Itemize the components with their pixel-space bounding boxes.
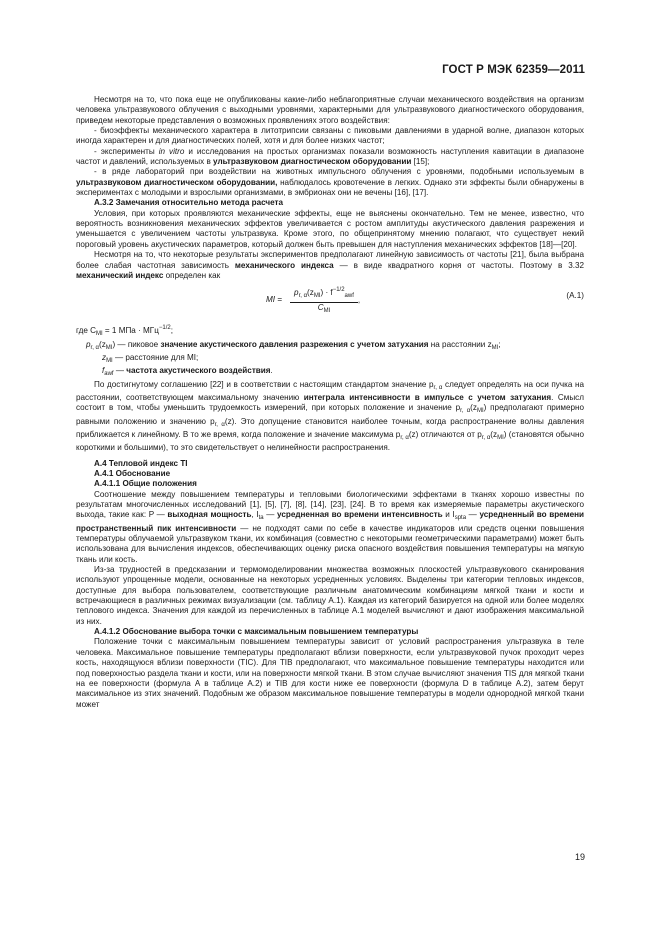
paragraph: Положение точки с максимальным повышением температуры зависит от условий распространения ультразвука в теле человека. Максимальное повышение температуры предполагают вблизи поверхности, если ультразвуковой пучок проходит через кость, находящуюся вблизи поверхности (TIC). Для TIB предполагают, что максимальное повышение температуры находится или под поверхностью раздела ткани и кости, или на поверхности мягкой ткани. В этом случае вычисляют значения TIS для мягкой ткани на ее поверхности (формула А в таблице А.2) и TIB для кости ниже ее поверхности (формула D в таблице А.2), затем берут максимальное из этих значений. Подобным же образом максимальное повышение температуры в модели однородной мягкой ткани может: [76, 637, 584, 709]
formula-number: (А.1): [566, 291, 584, 301]
paragraph: Из-за трудностей в предсказании и термомоделировании множества возможных плоскостей ультразвукового сканирования используют упрощенные модели, основанные на некоторых усредненных условиях. Выделены три категории тепловых индексов, доступные для выбора пользователем, соответствующие различным анатомическим комбинациям мягкой ткани и кости и встречающиеся в различных режимах визуализации (см. таблицу А.1). Каждая из категорий базируется на одной или более моделях теплового индекса. Значения для каждой из перечисленных в таблице А.1 моделей вычисляют и дают изображения максимальной из них.: [76, 565, 584, 626]
definition-line: $p_{r, \alpha}(z_{MI})$ — пиковое значение акустического давления разрежения с учетом затухания на расстоянии $z_{MI}$;: [86, 339, 501, 351]
section-heading: А.4.1 Обоснование: [94, 468, 171, 478]
paragraph: Условия, при которых проявляются механические эффекты, еще не выяснены окончательно. Тем не менее, известно, что вероятность возникновения механических эффектов увеличивается с ростом амплитуды акустического давления разрежения и уменьшается с увеличением частоты ультразвука. Кроме этого, по общепринятому мнению полагают, что существует некий пороговый уровень акустических параметров, который должен быть превышен для наступления механических эффектов [18]—[20].: [76, 208, 584, 249]
definition-line: где $C_{MI} = 1$ МПа · МГц$^{-1/2}$;: [76, 325, 173, 338]
paragraph: Несмотря на то, что пока еще не опубликованы какие-либо неблагоприятные случаи механического воздействия на организм человека ультразвукового облучения с выходными уровнями, характерными для ультразвукового диагностического оборудования, приведем некоторые представления о возможных проявлениях этого воздействия:: [76, 95, 584, 125]
page-number: 19: [574, 852, 585, 862]
paragraph: По достигнутому соглашению [22] и в соответствии с настоящим стандартом значение $p_{r, \alpha}$ следует определять на оси пучка на расстоянии, соответствующем максимальному значению интеграла интенсивности в импульсе с учетом затухания. Смысл состоит в том, чтобы уменьшить трудоемкость измерений, при которых положение и значение $p_{r, \alpha}(z_{MI})$ предполагают примерно равными положению и значению $p_{r, \alpha}(z)$. Это допущение становится наиболее точным, когда распространение волны давления приближается к линейному. В то же время, когда положение и значение максимума $p_{r, \alpha}(z)$ отличаются от $p_{r, \alpha}(z_{MI})$ (становятся обычно короткими и большими), то это свидетельствует о нелинейности распространения.: [76, 379, 584, 453]
paragraph: Соотношение между повышением температуры и тепловыми биологическими эффектами в тканях хорошо известны по результатам многочисленных исследований [1], [5], [7], [8], [14], [23], [24]. В то время как измеряемые параметры акустического выхода, такие как: P — выходная мощность, $I_{ta}$ — усредненная во времени интенсивность и $I_{spta}$ — усредненный во времени пространственный пик интенсивности — не подходят сами по себе в качестве индикаторов или средств оценки повышения температуры облучаемой ультразвуком ткани, их комбинация (совместно с некоторыми геометрическими параметрами) может быть использована для вычисления индексов, обеспечивающих оценку риска опасного воздействия повышения температуры на мягкую ткань или кость.: [76, 489, 585, 564]
list-item: - в ряде лабораторий при воздействии на животных импульсного облучения с уровнями, подобными используемым в ультразвуковом диагностическом оборудовании, наблюдалось кровотечение в легких. Однако эти эффекты были обнаружены в экспериментах с молодыми и взрослыми организмами, в эмбрионах они не вечены [16], [17].: [76, 167, 584, 198]
formula-a1: MI = $\frac{p_{r, \alpha}(z_{MI}) \cdot f^{-1/2}_{awf}}{C_{MI}}$ , (А.1): [76, 281, 584, 323]
paragraph: Несмотря на то, что некоторые результаты экспериментов предполагают линейную зависимость от частоты [21], была выбрана более слабая частотная зависимость механического индекса — в виде квадратного корня от частоты. Поэтому в 3.32 механический индекс определен как: [76, 250, 585, 280]
page-body: [76, 95, 584, 710]
section-heading: А.3.2 Замечания относительно метода расчета: [94, 198, 284, 208]
section-heading: А.4.1.2 Обоснование выбора точки с максимальным повышением температуры: [94, 627, 419, 637]
section-heading: А.4.1.1 Общие положения: [94, 479, 197, 489]
formula-lhs: MI =: [266, 295, 283, 305]
list-item: - биоэффекты механического характера в литотрипсии связаны с пиковыми давлениями в ударной волне, диапазон которых иногда характерен и для диагностических полей, хотя и для более низких частот;: [76, 126, 584, 146]
definition-line: $f_{awf}$ — частота акустического воздействия.: [102, 366, 273, 378]
list-item: - эксперименты in vitro и исследования на простых организмах показали возможность наступления кавитации в диапазоне частот и давлений, используемых в ультразвуковом диагностическом оборудовании [15];: [76, 146, 584, 167]
definition-line: $z_{MI}$ — расстояние для MI;: [102, 352, 199, 364]
document-header: ГОСТ Р МЭК 62359—2011: [442, 64, 585, 76]
formula-fraction: $\frac{p_{r, \alpha}(z_{MI}) \cdot f^{-1/2}_{awf}}{C_{MI}}$: [290, 285, 358, 316]
section-heading: А.4 Тепловой индекс TI: [94, 458, 188, 468]
